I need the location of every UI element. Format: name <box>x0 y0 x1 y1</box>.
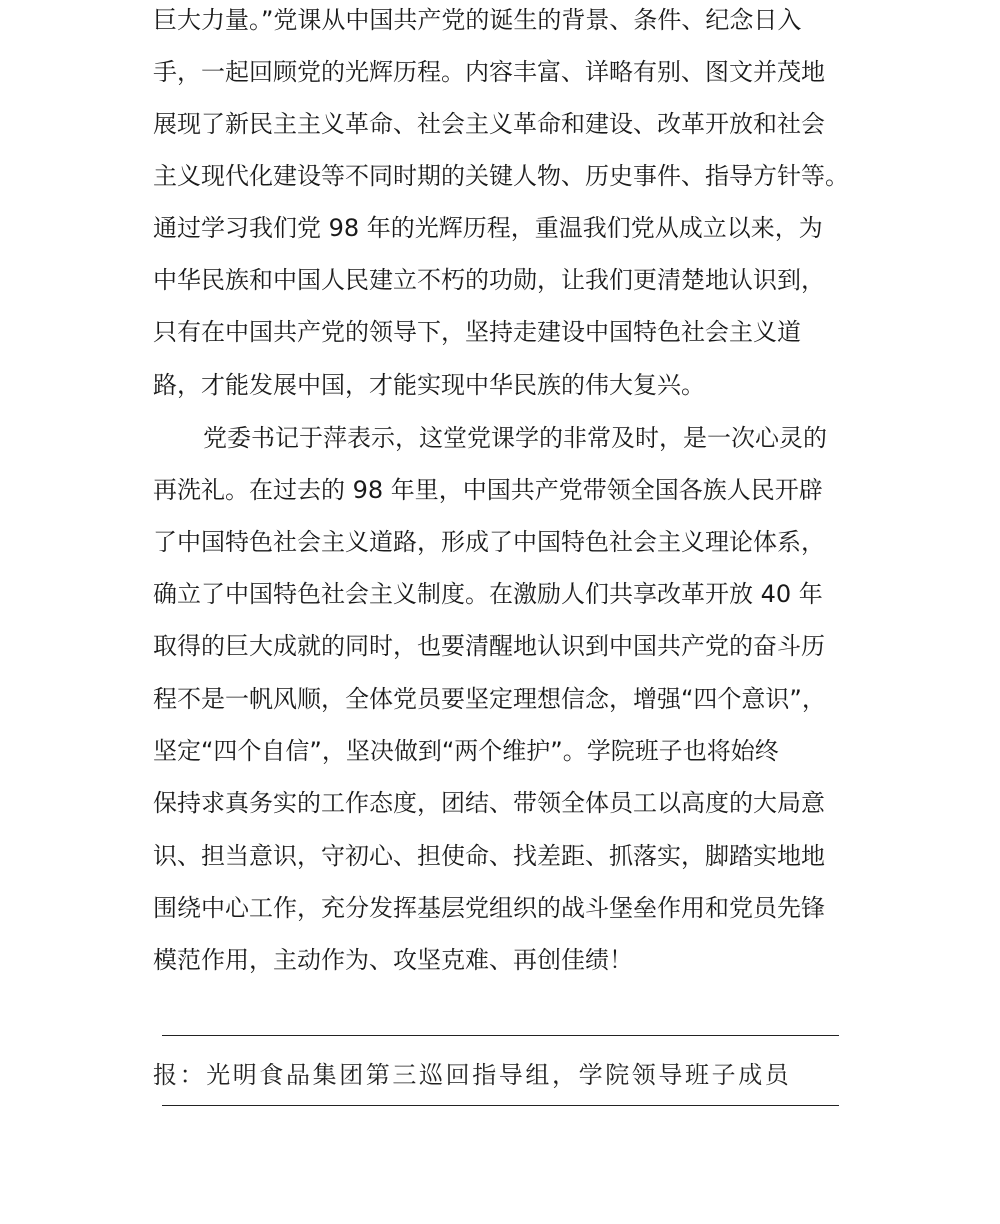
paragraph-2-line-11: 模范作用，主动作为、攻坚克难、再创佳绩！ <box>153 946 633 974</box>
footer-top-rule <box>162 1035 839 1036</box>
paragraph-2-line-5: 取得的巨大成就的同时，也要清醒地认识到中国共产党的奋斗历 <box>153 632 825 660</box>
paragraph-2-line-10: 围绕中心工作，充分发挥基层党组织的战斗堡垒作用和党员先锋 <box>153 894 825 922</box>
paragraph-2-line-4: 确立了中国特色社会主义制度。在激励人们共享改革开放 40 年 <box>153 580 823 608</box>
paragraph-2-line-3: 了中国特色社会主义道路，形成了中国特色社会主义理论体系， <box>153 528 825 556</box>
paragraph-1-line-2: 手，一起回顾党的光辉历程。内容丰富、详略有别、图文并茂地 <box>153 58 825 86</box>
paragraph-2-line-7: 坚定“四个自信”，坚决做到“两个维护”。学院班子也将始终 <box>153 737 779 765</box>
footer-bottom-rule <box>162 1105 839 1106</box>
paragraph-2-line-6: 程不是一帆风顺，全体党员要坚定理想信念，增强“四个意识”， <box>153 685 826 713</box>
paragraph-1-line-7: 只有在中国共产党的领导下，坚持走建设中国特色社会主义道 <box>153 318 801 346</box>
paragraph-1-line-4: 主义现代化建设等不同时期的关键人物、历史事件、指导方针等。 <box>153 162 849 190</box>
footer-distribution-text: 报：光明食品集团第三巡回指导组，学院领导班子成员 <box>153 1061 792 1089</box>
paragraph-2-line-9: 识、担当意识，守初心、担使命、找差距、抓落实，脚踏实地地 <box>153 842 825 870</box>
paragraph-2-line-1: 党委书记于萍表示，这堂党课学的非常及时，是一次心灵的 <box>203 424 827 452</box>
paragraph-1-line-6: 中华民族和中国人民建立不朽的功勋，让我们更清楚地认识到， <box>153 266 825 294</box>
paragraph-1-line-8: 路，才能发展中国，才能实现中华民族的伟大复兴。 <box>153 371 705 399</box>
paragraph-1-line-1: 巨大力量。”党课从中国共产党的诞生的背景、条件、纪念日入 <box>153 6 802 34</box>
paragraph-2-line-2: 再洗礼。在过去的 98 年里，中国共产党带领全国各族人民开辟 <box>153 476 823 504</box>
paragraph-1-line-5: 通过学习我们党 98 年的光辉历程，重温我们党从成立以来，为 <box>153 214 823 242</box>
paragraph-1-line-3: 展现了新民主主义革命、社会主义革命和建设、改革开放和社会 <box>153 110 825 138</box>
paragraph-2-line-8: 保持求真务实的工作态度，团结、带领全体员工以高度的大局意 <box>153 789 825 817</box>
